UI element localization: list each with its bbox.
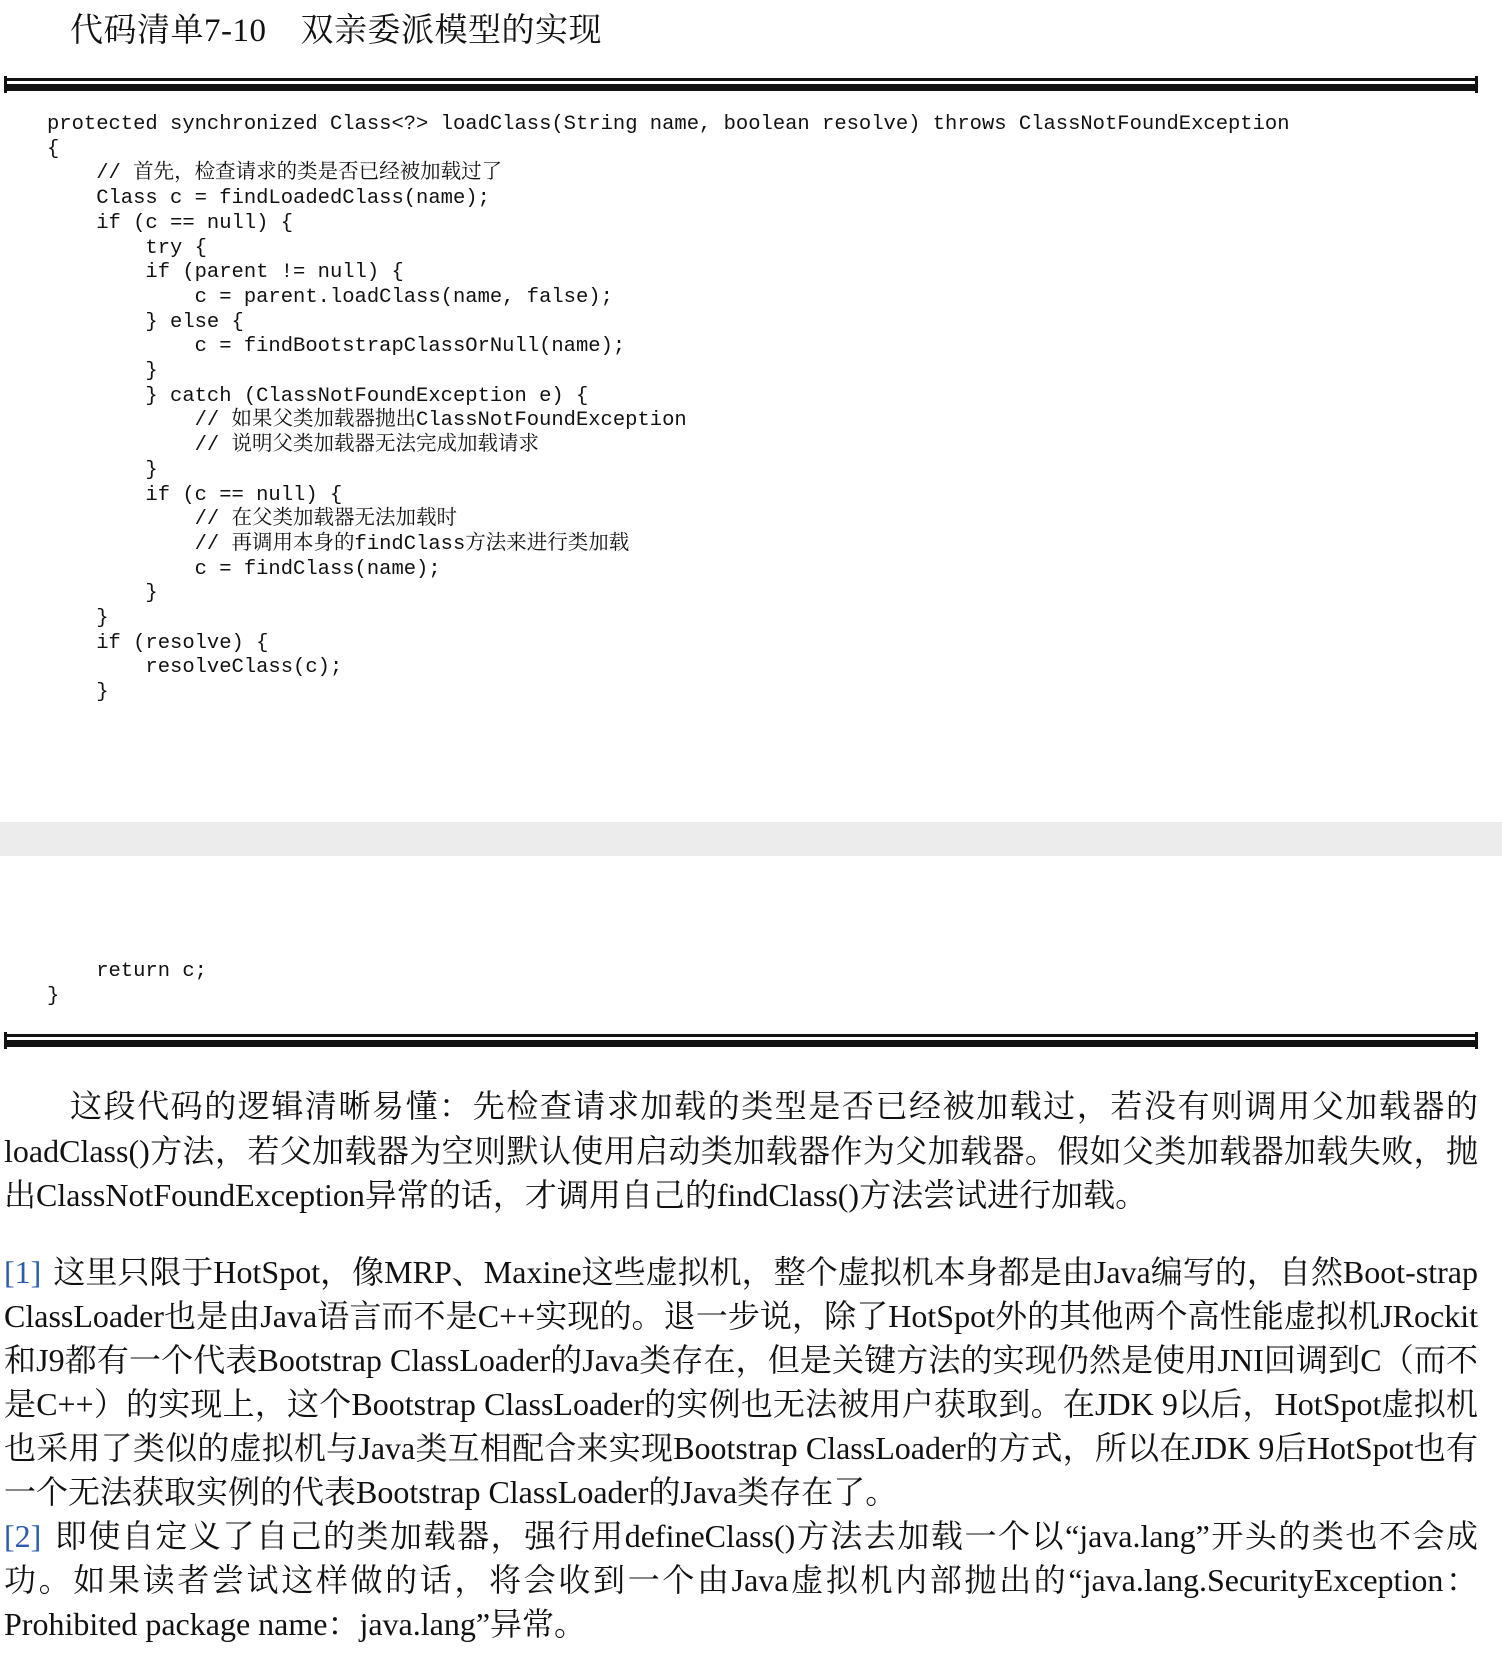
code-line: if (c == null) { [47,211,294,235]
code-line: if (resolve) { [47,631,269,655]
footnote-1 [4,1250,1478,1514]
code-line: } catch (ClassNotFoundException e) { [47,384,589,408]
code-line: // 再调用本身的findClass方法来进行类加载 [47,532,630,556]
code-block-top [47,113,1290,706]
footnote-1-mark[interactable]: [1] [4,1254,42,1290]
code-line: // 在父类加载器无法加载时 [47,508,458,532]
listing-title [70,4,602,51]
listing-number: 代码清单7-10 [70,13,267,49]
code-line: } [47,681,109,705]
body-paragraph [4,1084,1478,1218]
code-line: } [47,607,109,631]
code-line: if (c == null) { [47,483,343,507]
code-line: } [47,984,60,1008]
footnote-2-mark[interactable]: [2] [4,1518,42,1554]
listing-caption: 双亲委派模型的实现 [300,13,602,49]
code-line: protected synchronized Class<?> loadClass(String name, boolean resolve) throws ClassNotFoundException [47,113,1290,136]
page-top [0,0,1502,822]
page-bottom [0,856,1502,1676]
code-line: } [47,582,158,606]
code-line: try { [47,236,207,260]
code-line: c = findBootstrapClassOrNull(name); [47,335,626,359]
code-line: // 首先，检查请求的类是否已经被加载过了 [47,162,503,186]
code-line: return c; [47,960,207,983]
code-line: } else { [47,310,244,334]
code-line: Class c = findLoadedClass(name); [47,187,490,211]
footnote-1-text: 这里只限于HotSpot，像MRP、Maxine这些虚拟机，整个虚拟机本身都是由Java编写的，自然Boot-strap ClassLoader也是由Java语言而不是C++实现的。退一步说，除了HotSpot外的其他两个高性能虚拟机JRockit和J9都有一个代表Bootstrap ClassLoader的Java类存在，但是关键方法的实现仍然是使用JNI回调到C（而不是C++）的实现上，这个Bootstrap ClassLoader的实例也无法被用户获取到。在JDK 9以后，HotSpot虚拟机也采用了类似的虚拟机与Java类互相配合来实现Bootstrap ClassLoader的方式，所以在JDK 9后HotSpot也有一个无法获取实例的代表Bootstrap ClassLoader的Java类存在了。 [4,1254,1478,1510]
code-line: } [47,360,158,384]
footnote-2-text: 即使自定义了自己的类加载器，强行用defineClass()方法去加载一个以“java.lang”开头的类也不会成功。如果读者尝试这样做的话，将会收到一个由Java虚拟机内部抛出的“java.lang.SecurityException：Prohibited package name：java.lang”异常。 [4,1518,1478,1642]
footnote-2 [4,1514,1478,1646]
code-line: c = findClass(name); [47,557,441,581]
code-line: // 如果父类加载器抛出ClassNotFoundException [47,409,687,433]
code-line: } [47,458,158,482]
code-bottom-rule [4,1034,1478,1047]
code-line: // 说明父类加载器无法完成加载请求 [47,434,540,458]
code-line: if (parent != null) { [47,261,404,285]
footnotes [4,1250,1478,1646]
code-block-bottom [47,960,207,1009]
page-break [0,822,1502,856]
code-line: c = parent.loadClass(name, false); [47,285,613,309]
code-top-rule [4,78,1478,91]
main-paragraph-text: 这段代码的逻辑清晰易懂：先检查请求加载的类型是否已经被加载过，若没有则调用父加载器的loadClass()方法，若父加载器为空则默认使用启动类加载器作为父加载器。假如父类加载器加载失败，抛出ClassNotFoundException异常的话，才调用自己的findClass()方法尝试进行加载。 [4,1088,1478,1213]
code-line: { [47,137,60,161]
code-line: resolveClass(c); [47,656,343,680]
